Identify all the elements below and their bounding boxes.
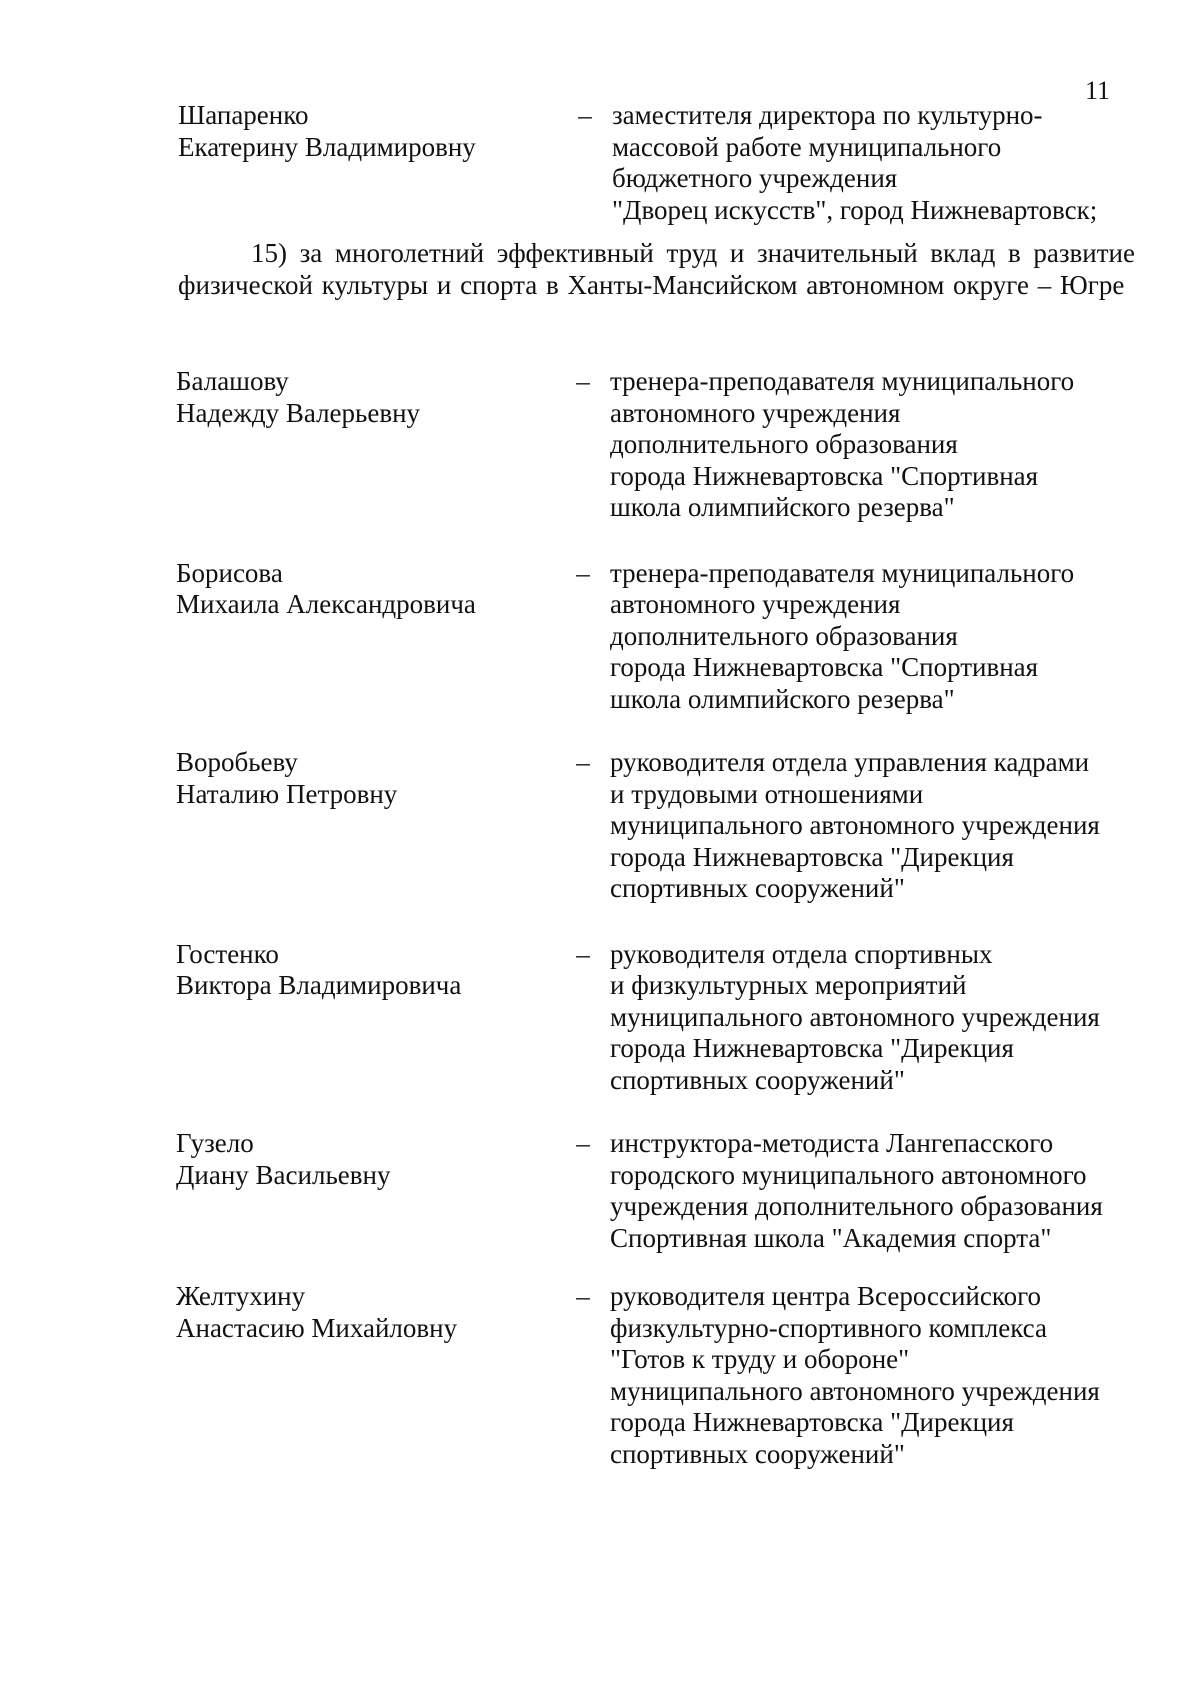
name-given: Михаила Александровича [176,589,476,619]
position-line: "Готов к труду и обороне" [610,1344,910,1374]
position-line: "Дворец искусств", город Нижневартовск; [612,194,1098,225]
name-surname: Гузело [176,1128,254,1158]
awardee-entry [176,747,1136,905]
entry-position [610,939,1136,1097]
name-surname: Желтухину [176,1281,306,1311]
position-line: дополнительного образования [610,620,958,651]
position-line: муниципального автономного учреждения [610,1001,1100,1032]
position-line: города Нижневартовска "Спортивная [610,652,1039,682]
position-line: города Нижневартовска "Дирекция [610,1407,1014,1437]
entry-name [176,747,554,810]
position-line: массовой работе муниципального [612,131,1002,162]
position-line: учреждения дополнительного образования [610,1191,1103,1221]
entry-position [610,747,1136,905]
entry-name [176,366,554,429]
name-surname: Борисова [176,557,283,588]
name-given: Надежду Валерьевну [176,397,421,428]
entry-dash: – [576,1281,590,1311]
position-line: Спортивная школа "Академия спорта" [610,1222,1052,1253]
top-entry [178,100,1138,226]
entry-dash: – [576,557,590,588]
name-surname: Шапаренко [178,100,309,130]
position-line: муниципального автономного учреждения [610,810,1100,840]
awardee-entry [176,939,1136,1097]
position-line: руководителя отдела спортивных [610,938,993,969]
position-line: спортивных сооружений" [610,1064,905,1095]
position-line: автономного учреждения [610,589,901,619]
awardee-entry [176,1281,1136,1470]
entry-position [610,1128,1136,1254]
position-line: тренера-преподавателя муниципального [610,557,1075,588]
entry-dash: – [578,100,592,130]
position-line: инструктора-методиста Лангепасского [610,1128,1054,1158]
entry-dash: – [576,1128,590,1158]
name-given: Анастасию Михайловну [176,1312,458,1343]
page-number: 11 [1084,76,1110,105]
position-line: автономного учреждения [610,397,901,428]
position-line: городского муниципального автономного [610,1159,1087,1190]
awardee-list [176,366,1136,1470]
entry-dash: – [576,938,590,969]
entry-name [176,1128,554,1191]
position-line: руководителя центра Всероссийского [610,1281,1042,1311]
section-text: 15) за многолетний эффективный труд и значительный вклад в развитие физической культуры и спорта в Ханты-Мансийском автономном округе – Югре [178,238,1135,300]
position-line: и физкультурных мероприятий [610,970,967,1000]
entry-position [610,558,1136,716]
name-given: Виктора Владимировича [176,970,462,1000]
awardee-entry [176,1128,1136,1254]
position-line: города Нижневартовска "Спортивная [610,460,1039,491]
awardee-entry [176,366,1136,524]
position-line: спортивных сооружений" [610,873,905,903]
position-line: тренера-преподавателя муниципального [610,366,1075,396]
position-line: города Нижневартовска "Дирекция [610,841,1014,872]
entry-position [610,1281,1136,1470]
name-given: Екатерину Владимировну [178,131,476,162]
entry-name [178,100,556,163]
name-surname: Гостенко [176,938,279,969]
position-line: бюджетного учреждения [612,163,898,193]
position-line: физкультурно-спортивного комплекса [610,1312,1047,1343]
name-surname: Балашову [176,366,289,396]
name-given: Наталию Петровну [176,778,398,809]
position-line: дополнительного образования [610,429,958,459]
entry-name [176,558,554,621]
position-line: и трудовыми отношениями [610,778,924,809]
entry-dash: – [576,747,590,777]
name-given: Диану Васильевну [176,1159,391,1190]
awardee-entry [176,558,1136,716]
position-line: школа олимпийского резерва" [610,492,955,522]
section-heading [178,238,1135,301]
position-line: спортивных сооружений" [610,1438,905,1469]
entry-name [176,1281,554,1344]
position-line: школа олимпийского резерва" [610,683,955,714]
position-line: заместителя директора по культурно- [612,100,1043,130]
position-line: руководителя отдела управления кадрами [610,747,1090,777]
entry-position [610,366,1136,524]
entry-name [176,939,554,1002]
name-surname: Воробьеву [176,747,298,777]
entry-dash: – [576,366,590,396]
position-line: города Нижневартовска "Дирекция [610,1033,1014,1063]
position-line: муниципального автономного учреждения [610,1375,1100,1406]
entry-position [612,100,1138,226]
